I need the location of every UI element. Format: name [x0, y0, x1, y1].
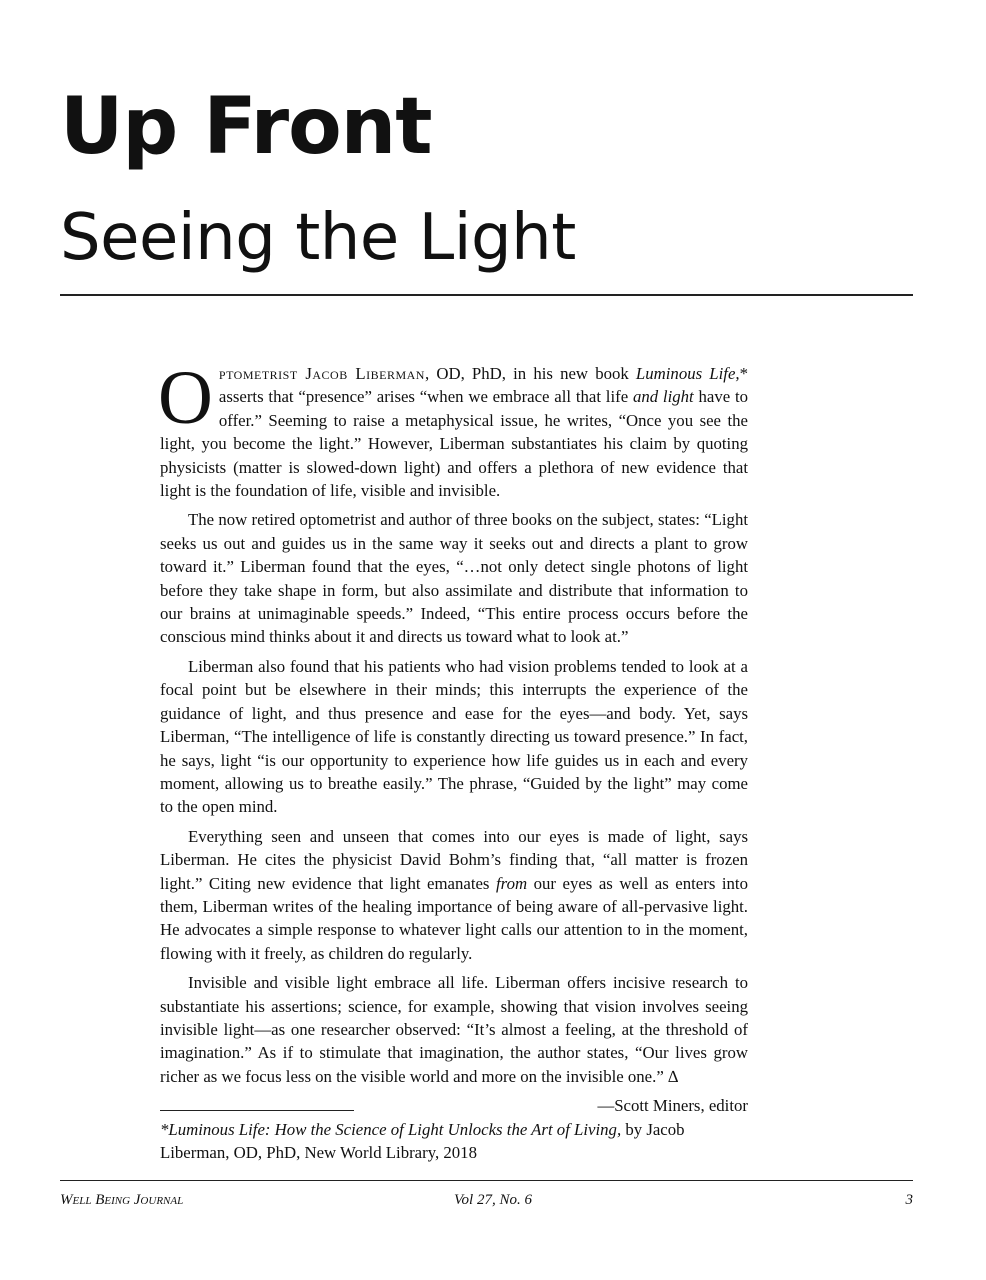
footnote-book-title: *Luminous Life: How the Science of Light Unlocks the Art of Living, [160, 1120, 622, 1139]
article-title: Seeing the Light [60, 201, 576, 275]
title-divider [60, 294, 913, 296]
article-body [158, 356, 748, 1124]
footnote-divider [160, 1110, 354, 1111]
footnote [160, 1118, 748, 1165]
paragraph-1-text-b: * asserts that “presence” arises “when we embrace all that life [218, 364, 748, 407]
lead-in: ptometrist Jacob Liberman [218, 364, 425, 383]
paragraph-1-text-a: , OD, PhD, in his new book [424, 364, 636, 383]
section-title: Up Front [60, 82, 432, 172]
paragraph-4-text-b: our eyes as well as enters into them, Liberman writes of the healing importance of being aware of all-pervasive light. He advocates a simple response to whatever light calls our attention to in the moment, flowing with it freely, as children do regularly. [160, 873, 748, 963]
footnote-text: by Jacob Liberman, OD, PhD, New World Library, 2018 [160, 1120, 685, 1163]
footer-divider [60, 1180, 913, 1181]
page-number: 3 [905, 1192, 913, 1208]
paragraph-4 [160, 825, 748, 965]
paragraph-1 [158, 356, 748, 502]
footer-publication: Well Being Journal [60, 1192, 184, 1208]
paragraph-2: The now retired optometrist and author of three books on the subject, states: “Light seeks us out and guides us in the same way it seeks out and directs a plant to grow toward it.” Liberman found that the eyes, “…not only detect single photons of light before they take shape in form, but also assimilate and distribute that information to our brains at unimaginable speeds.” Indeed, “This entire process occurs before the conscious mind thinks about it and directs us toward what to look at.” [160, 510, 748, 647]
drop-cap: O [158, 356, 213, 440]
emphasis-and-light: and light [632, 387, 694, 407]
footer-issue: Vol 27, No. 6 [454, 1192, 532, 1208]
emphasis-from: from [496, 873, 528, 893]
book-title: Luminous Life, [635, 364, 740, 383]
paragraph-1-text-c: have to offer.” Seeming to raise a metaphysical issue, he writes, “Once you see the light, you become the light.” However, Liberman substantiates his claim by quoting physicists (matter is slowed-down light) and offers a plethora of new evidence that light is the foundation of life, visible and invisible. [160, 387, 748, 501]
paragraph-4-text-a: Everything seen and unseen that comes into our eyes is made of light, says Liberman. He cites the physicist David Bohm’s finding that, “all matter is frozen light.” Citing new evidence that light emanates [160, 826, 748, 893]
paragraph-5: Invisible and visible light embrace all life. Liberman offers incisive research to substantiate his assertions; science, for example, showing that vision involves seeing invisible light—as one researcher observed: “It’s almost a feeling, at the threshold of imagination.” As if to stimulate that imagination, the author states, “Our lives grow richer as we focus less on the visible world and more on the invisible one.” ∆ [160, 973, 748, 1086]
author-signature: —Scott Miners, editor [597, 1096, 748, 1116]
paragraph-3: Liberman also found that his patients who had vision problems tended to look at a focal point but be elsewhere in their minds; this interrupts the experience of the guidance of light, and thus presence and ease for the eyes—and body. Yet, says Liberman, “The intelligence of life is constantly directing us toward presence.” In fact, he says, light “is our opportunity to experience how life guides us in each and every moment, allowing us to breathe easily.” The phrase, “Guided by the light” may come to the open mind. [160, 656, 748, 817]
